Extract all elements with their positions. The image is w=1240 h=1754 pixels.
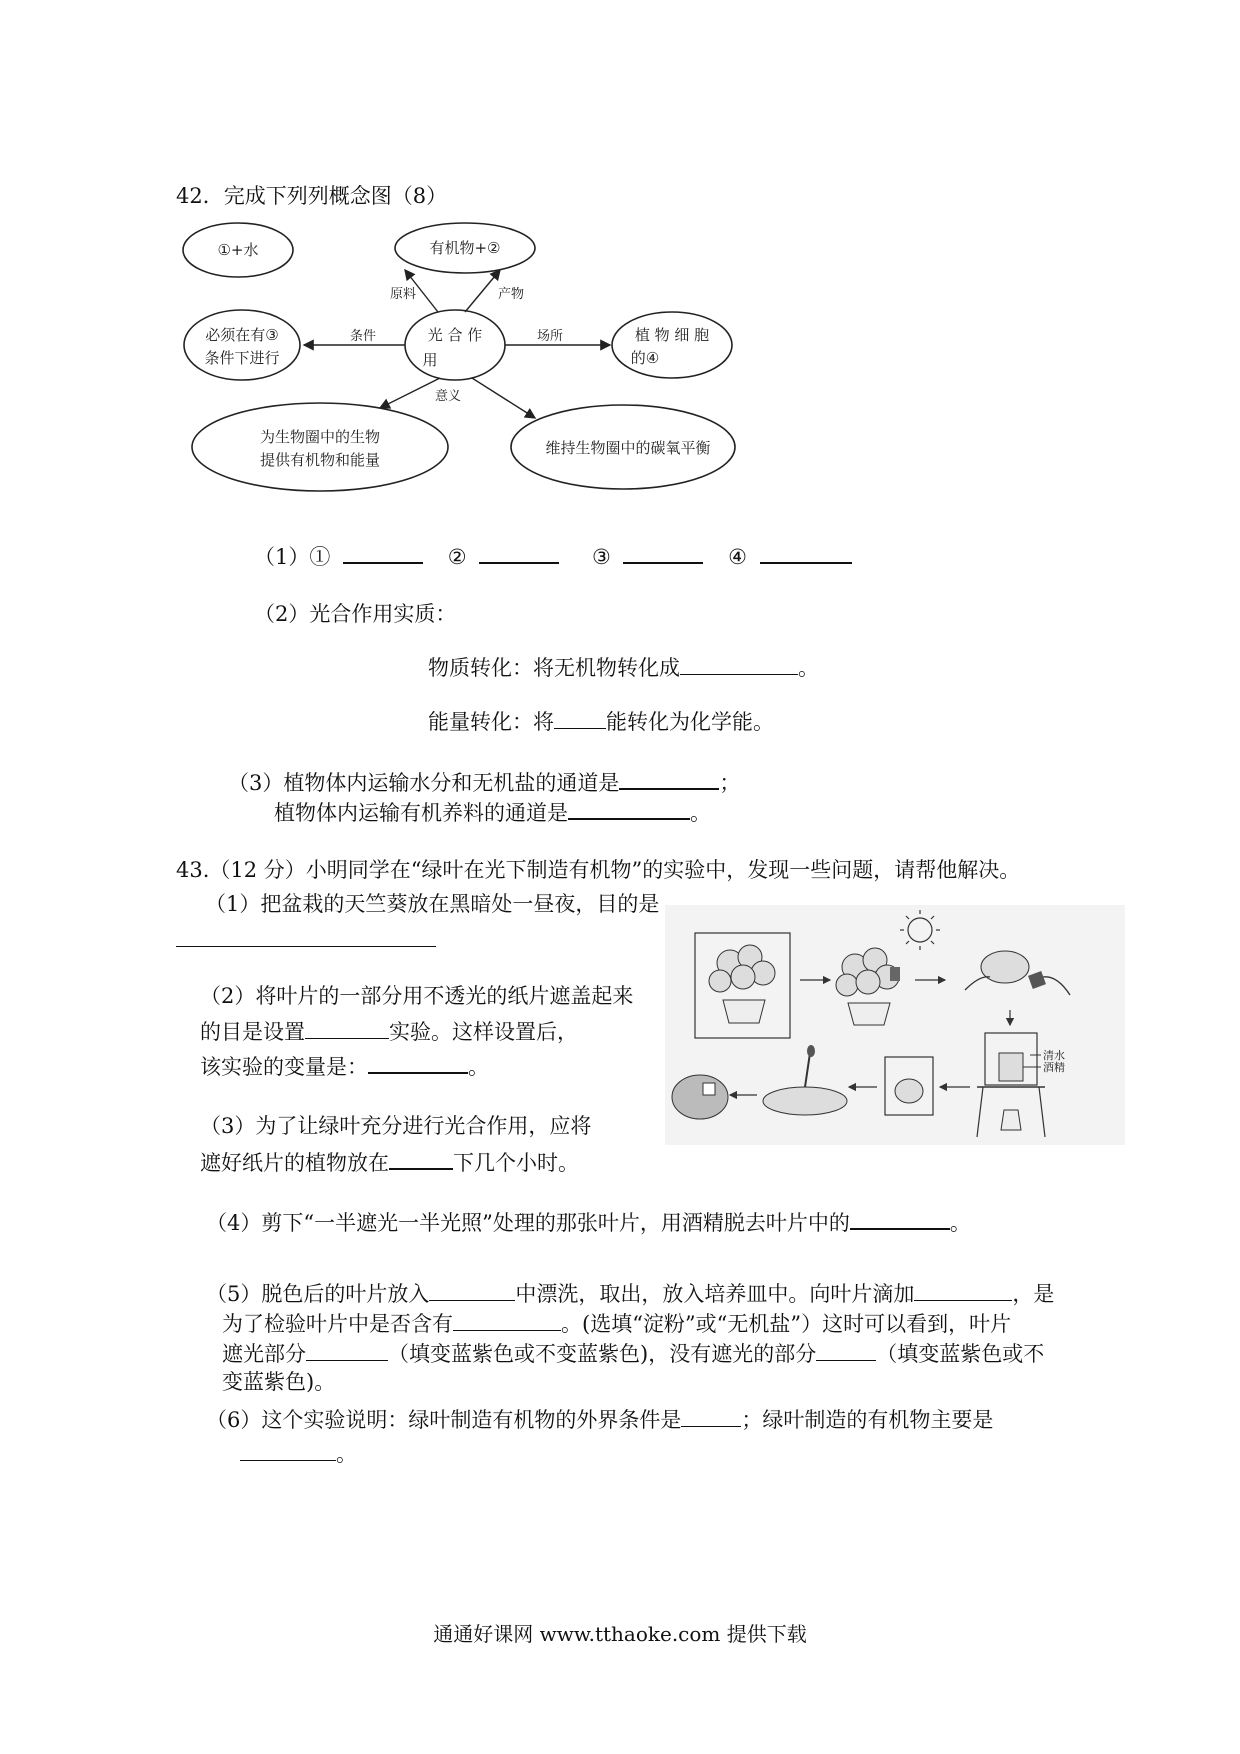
q42-part3-line1	[228, 766, 740, 797]
q43-part1-answer	[176, 924, 436, 954]
q43-p2-blank-1[interactable]	[305, 1016, 389, 1039]
label-alcohol: 酒精	[1043, 1061, 1065, 1074]
q43-part5-line2	[222, 1308, 1011, 1338]
concept-map	[180, 220, 740, 510]
node-site-text-2: 的④	[630, 349, 660, 367]
q42-title: 42．完成下列列概念图（8）	[176, 184, 448, 208]
q42-p3-l1-text: （3）植物体内运输水分和无机盐的通道是	[228, 771, 620, 795]
q43-p5-l3-end: （填变蓝紫色或不	[876, 1342, 1045, 1366]
label-product: 产物	[498, 287, 525, 302]
q43-p3-blank[interactable]	[389, 1146, 453, 1170]
q42-p2-l2-end: 能转化为化学能。	[606, 710, 774, 734]
q43-part4	[206, 1206, 971, 1237]
q43-p4-end: 。	[949, 1211, 971, 1235]
q43-p1-blank[interactable]	[176, 924, 436, 947]
q43-p2-l3-text: 该实验的变量是：	[200, 1055, 368, 1079]
q42-blank-3[interactable]	[623, 540, 703, 564]
q43-p6-blank-2[interactable]	[240, 1438, 336, 1461]
q43-p6-l1-text: （6）这个实验说明：绿叶制造有机物的外界条件是	[206, 1408, 682, 1432]
q43-p2-blank-2[interactable]	[368, 1050, 468, 1074]
arrow-meaning1	[380, 378, 440, 408]
q43-part6-line1	[206, 1404, 993, 1434]
q43-part2-line2	[200, 1016, 578, 1046]
q43-p2-l2-text: 的目是设置	[200, 1020, 305, 1044]
q42-p3-blank-2[interactable]	[568, 796, 690, 820]
q43-p4-blank[interactable]	[850, 1206, 950, 1230]
q43-p5-blank-2[interactable]	[914, 1278, 1012, 1301]
q43-p5-l1-end: ，是	[1012, 1282, 1055, 1306]
q42-blank-4[interactable]	[760, 540, 852, 564]
q43-p5-blank-3[interactable]	[453, 1308, 561, 1331]
label-raw: 原料	[390, 287, 417, 302]
node-center-text-1: 光 合 作	[427, 326, 483, 344]
q43-part2-line1: （2）将叶片的一部分用不透光的纸片遮盖起来	[200, 984, 634, 1008]
q42-part2-title: （2）光合作用实质：	[254, 602, 457, 626]
page-footer: 通通好课网 www.tthaoke.com 提供下载	[433, 1622, 807, 1646]
q43-title: 43.（12 分）小明同学在“绿叶在光下制造有机物”的实验中，发现一些问题，请帮他解决。	[176, 858, 1021, 882]
node-meaning1-text-2: 提供有机物和能量	[259, 451, 381, 469]
q42-p2-l1-end: 。	[798, 656, 819, 680]
arrow-product	[465, 270, 500, 312]
q43-p5-blank-5[interactable]	[816, 1338, 876, 1361]
label-water: 清水	[1043, 1049, 1065, 1062]
q43-part3-line2	[200, 1146, 579, 1177]
q43-p5-blank-1[interactable]	[429, 1278, 515, 1301]
q43-part1: （1）把盆栽的天竺葵放在黑暗处一昼夜，目的是	[205, 892, 660, 916]
node-meaning2-text: 维持生物圈中的碳氧平衡	[545, 439, 711, 457]
q43-p6-l2-end: 。	[336, 1442, 357, 1466]
q43-part5-line1	[206, 1278, 1054, 1308]
arrow-meaning2	[472, 378, 535, 418]
node-center-text-2: 用	[422, 351, 438, 369]
q42-blank-2[interactable]	[479, 540, 559, 564]
q42-p3-l1-end: ；	[719, 771, 741, 795]
q42-p3-l2-end: 。	[690, 801, 711, 825]
q42-p1-m2: ②	[447, 545, 467, 569]
q42-part3-line2	[274, 796, 711, 827]
q43-p5-l1-text: （5）脱色后的叶片放入	[206, 1282, 430, 1306]
node-condition-text-1: 必须在有③	[205, 326, 279, 344]
label-site: 场所	[537, 329, 564, 344]
node-condition-text-2: 条件下进行	[204, 349, 280, 367]
q43-part2-line3	[200, 1050, 489, 1081]
q42-p2-l1-text: 物质转化：将无机物转化成	[428, 656, 680, 680]
q43-p3-l2-end: 下几个小时。	[453, 1151, 579, 1175]
q42-p3-l2-text: 植物体内运输有机养料的通道是	[274, 801, 568, 825]
experiment-figure	[665, 905, 1125, 1145]
node-site	[612, 312, 732, 378]
q43-p5-l3-mid: （填变蓝紫色或不变蓝紫色)，没有遮光的部分	[388, 1342, 817, 1366]
q43-p4-text: （4）剪下“一半遮光一半光照”处理的那张叶片，用酒精脱去叶片中的	[206, 1211, 850, 1235]
q43-part6-line2	[240, 1438, 357, 1468]
node-meaning1	[192, 403, 448, 491]
q43-p2-l3-end: 。	[468, 1055, 489, 1079]
q42-p1-prefix: （1）①	[254, 545, 331, 569]
q42-p2-blank-2[interactable]	[554, 706, 606, 729]
label-condition: 条件	[350, 329, 377, 344]
q42-part2-line2	[428, 706, 774, 736]
q43-part3-line1: （3）为了让绿叶充分进行光合作用，应将	[200, 1114, 592, 1138]
q43-p5-blank-4[interactable]	[306, 1338, 388, 1361]
q43-part5-line4: 变蓝紫色)。	[222, 1370, 336, 1394]
label-meaning: 意义	[435, 389, 462, 404]
q43-p6-l1-end: ；绿叶制造的有机物主要是	[741, 1408, 994, 1432]
q43-p5-l1-mid: 中漂洗，取出，放入培养皿中。向叶片滴加	[515, 1282, 915, 1306]
q42-p2-blank-1[interactable]	[680, 652, 798, 675]
node-center	[405, 310, 505, 380]
q43-p5-l3-text: 遮光部分	[222, 1342, 306, 1366]
stained-leaf	[672, 1075, 728, 1119]
node-site-text-1: 植 物 细 胞	[634, 326, 710, 344]
q43-p6-blank-1[interactable]	[681, 1404, 741, 1427]
q43-p2-l2-end: 实验。这样设置后，	[389, 1020, 578, 1044]
q42-part1	[254, 540, 852, 571]
node-condition	[184, 310, 300, 380]
q43-p3-l2-text: 遮好纸片的植物放在	[200, 1151, 389, 1175]
q42-blank-1[interactable]	[343, 540, 423, 564]
node-product-text: 有机物+②	[429, 239, 501, 257]
q42-p1-m3: ③	[591, 545, 611, 569]
q43-p5-l2-text: 为了检验叶片中是否含有	[222, 1312, 453, 1336]
q42-part2-line1	[428, 652, 819, 682]
node-meaning1-text-1: 为生物圈中的生物	[259, 428, 381, 446]
q42-p3-blank-1[interactable]	[619, 766, 719, 790]
q43-p5-l2-end: 。(选填“淀粉”或“无机盐”）这时可以看到，叶片	[561, 1312, 1012, 1336]
q42-p1-m4: ④	[728, 545, 747, 569]
node-raw-text: ①+水	[217, 241, 259, 259]
q42-p2-l2-text: 能量转化：将	[428, 710, 554, 734]
q43-part5-line3	[222, 1338, 1044, 1368]
